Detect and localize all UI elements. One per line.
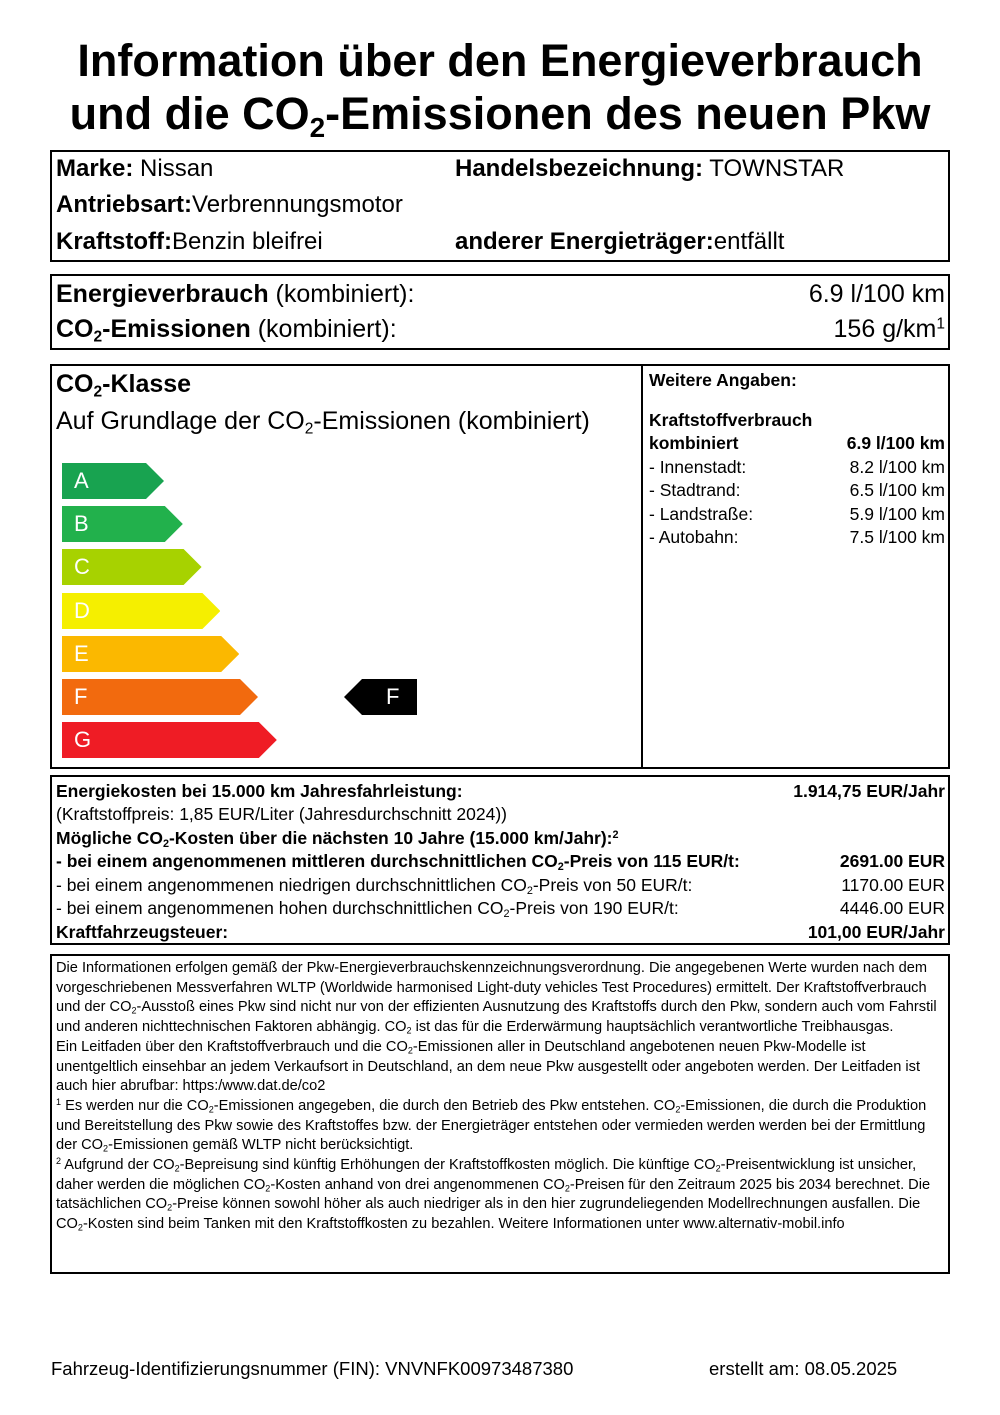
further-heading: Weitere Angaben: <box>649 370 797 390</box>
brand-value: Nissan <box>140 155 214 182</box>
co2-class-letter: D <box>74 597 90 623</box>
consumption-row-value: 5.9 l/100 km <box>849 504 945 524</box>
co2-class-bar-d <box>62 593 220 629</box>
consumption-row: - Stadtrand: <box>649 480 741 500</box>
fuel-price: (Kraftstoffpreis: 1,85 EUR/Liter (Jahresdurchschnitt 2024)) <box>56 804 507 824</box>
note-paragraph-1: Die Informationen erfolgen gemäß der Pkw-Energieverbrauchskennzeichnungsverordnung. Die angegebenen Werte wurden nach dem vorgeschriebenen Messverfahren WLTP (Worldwide harmonised Light-duty vehicles Test Procedures) ermittelt. Der Kraftstoffverbrauch und der $CO_2$-Ausstoß eines Pkw sind nicht nur von der effizienten Ausnutzung des Kraftstoffs durch den Pkw, sondern auch vom Fahrstil und anderen nichttechnischen Faktoren abhängig. $CO_2$ ist das für die Erderwärmung hauptsächlich verantwortliche Treibhausgas. <box>56 960 937 1036</box>
co2-emissions-value: 156 $g/km^1$ <box>833 315 945 343</box>
co2-cost-mid-label: - bei einem angenommenen mittleren durchschnittlichen $CO_2$-Preis von 115 EUR/t: <box>56 851 740 874</box>
consumption-row-value: 8.2 l/100 km <box>849 457 945 477</box>
vehicle-identification-number: Fahrzeug-Identifizierungsnummer (FIN): VNVNFK00973487380 <box>51 1358 574 1379</box>
fuel-value: Benzin bleifrei <box>171 228 323 255</box>
co2-cost-high-label: - bei einem angenommenen hohen durchschnittlichen $CO_2$-Preis von 190 EUR/t: <box>56 898 679 921</box>
co2-cost-mid-value: 2691.00 EUR <box>839 851 945 871</box>
note-paragraph-2: Ein Leitfaden über den Kraftstoffverbrauch und die $CO_2$-Emissionen aller in Deutschland angebotenen neuen Pkw-Modelle ist unentgeltlich einsehbar an jedem Verkaufsort in Deutschland, an dem neue Pkw ausgestellt oder angeboten werden. Der Leitfaden ist auch hier abrufbar: https:/www.dat.de/co2 <box>56 1038 921 1095</box>
vehicle-tax-label: Kraftfahrzeugsteuer: <box>56 922 229 942</box>
energy-costs-value: 1.914,75 EUR/Jahr <box>793 781 945 801</box>
co2-class-letter: E <box>74 640 89 666</box>
notes-box <box>50 954 950 1274</box>
current-class-letter: F <box>386 684 400 709</box>
co2-class-letter: A <box>74 468 89 493</box>
creation-date: erstellt am: 08.05.2025 <box>709 1358 898 1379</box>
current-class-indicator <box>344 679 417 715</box>
vehicle-tax-value: 101,00 EUR/Jahr <box>807 922 945 942</box>
vehicle-info-box <box>50 150 950 262</box>
other-energy-value: entfällt <box>713 228 785 255</box>
notes-text <box>56 959 947 1235</box>
footnote-1: $^1$ Es werden nur die $CO_2$-Emissionen angegeben, die durch den Betrieb des Pkw entstehen. $CO_2$-Emissionen, die durch die Produktion und Bereitstellung des Pkw sowie des Kraftstoffes bzw. der Energieträger entstehen oder vermieden werden werden bei der Ermittlung der $CO_2$-Emissionen gemäß WLTP nicht berücksichtigt. <box>56 1096 927 1154</box>
page-title-line1: Information über den Energieverbrauch <box>77 35 923 86</box>
consumption-box <box>50 274 950 350</box>
consumption-row: - Autobahn: <box>649 527 739 547</box>
brand-row <box>56 154 213 184</box>
further-info-box <box>641 364 950 769</box>
fuel-consumption-heading: Kraftstoffverbrauch <box>649 410 813 430</box>
brand-label: Marke: <box>56 155 134 182</box>
co2-class-heading: $CO_2$-Klasse <box>56 370 192 401</box>
drive-row <box>56 190 403 220</box>
consumption-row: - Innenstadt: <box>649 457 747 477</box>
co2-class-basis: Auf Grundlage der $CO_2$-Emissionen (kombiniert) <box>56 407 590 438</box>
trade-label: Handelsbezeichnung: <box>455 155 704 182</box>
consumption-row-value: 7.5 l/100 km <box>849 527 945 547</box>
combined-value: 6.9 l/100 km <box>846 433 945 453</box>
co2-class-bar-e <box>62 636 239 672</box>
other-energy-label: anderer Energieträger: <box>455 228 714 255</box>
co2-class-bar-b <box>62 506 183 542</box>
co2-class-letter: C <box>74 554 90 580</box>
other-energy-row <box>455 227 784 257</box>
co2-class-letter: F <box>74 684 88 709</box>
fuel-label: Kraftstoff: <box>56 228 172 255</box>
trade-row <box>455 154 844 184</box>
co2-class-letter: B <box>74 511 89 537</box>
energy-consumption-label: Energieverbrauch (kombiniert): <box>56 280 415 308</box>
co2-costs-heading: Mögliche $CO_2$-Kosten über die nächsten 10 Jahre (15.000 km/Jahr):$^2$ <box>56 828 619 851</box>
consumption-row-value: 6.5 l/100 km <box>849 480 945 500</box>
co2-class-bar-g <box>62 722 277 758</box>
co2-cost-high-value: 4446.00 EUR <box>839 898 945 918</box>
co2-class-letter: G <box>74 727 92 753</box>
page-title-line2: und die $CO_2$-Emissionen des neuen Pkw <box>69 88 931 143</box>
footnote-2: $^2$ Aufgrund der $CO_2$-Bepreisung sind künftig Erhöhungen der Kraftstoffkosten möglich. Die künftige $CO_2$-Preisentwicklung ist unsicher, daher werden die möglichen $CO_2$-Kosten anhand von drei angenommenen $CO_2$-Preisen für den Zeitraum 2025 bis 2034 berechnet. Die tatsächlichen $CO_2$-Preise können sowohl höher als auch niedriger als in den hier zugrundeliegenden Modellrechnungen ausfallen. Die $CO_2$-Kosten sind beim Tanken mit den Kraftstoffkosten zu bezahlen. Weitere Informationen unter www.alternativ-mobil.info <box>56 1156 931 1233</box>
drive-label: Antriebsart: <box>56 191 193 218</box>
costs-box <box>50 775 950 945</box>
consumption-row: - Landstraße: <box>649 504 754 524</box>
indicator-arrow-shape <box>344 679 417 715</box>
fuel-row <box>56 227 323 257</box>
co2-class-bar-a <box>62 463 164 499</box>
co2-emissions-label: $CO_2$-Emissionen (kombiniert): <box>56 315 397 346</box>
energy-consumption-value: 6.9 l/100 km <box>808 280 945 308</box>
energy-costs-label: Energiekosten bei 15.000 km Jahresfahrleistung: <box>56 781 463 801</box>
co2-cost-low-value: 1170.00 EUR <box>841 875 945 895</box>
co2-class-bar-c <box>62 549 202 585</box>
drive-value: Verbrennungsmotor <box>192 191 403 218</box>
co2-cost-low-label: - bei einem angenommenen niedrigen durchschnittlichen $CO_2$-Preis von 50 EUR/t: <box>56 875 693 898</box>
combined-label: kombiniert <box>649 433 739 453</box>
co2-class-bar-f <box>62 679 258 715</box>
trade-value: TOWNSTAR <box>709 155 845 182</box>
